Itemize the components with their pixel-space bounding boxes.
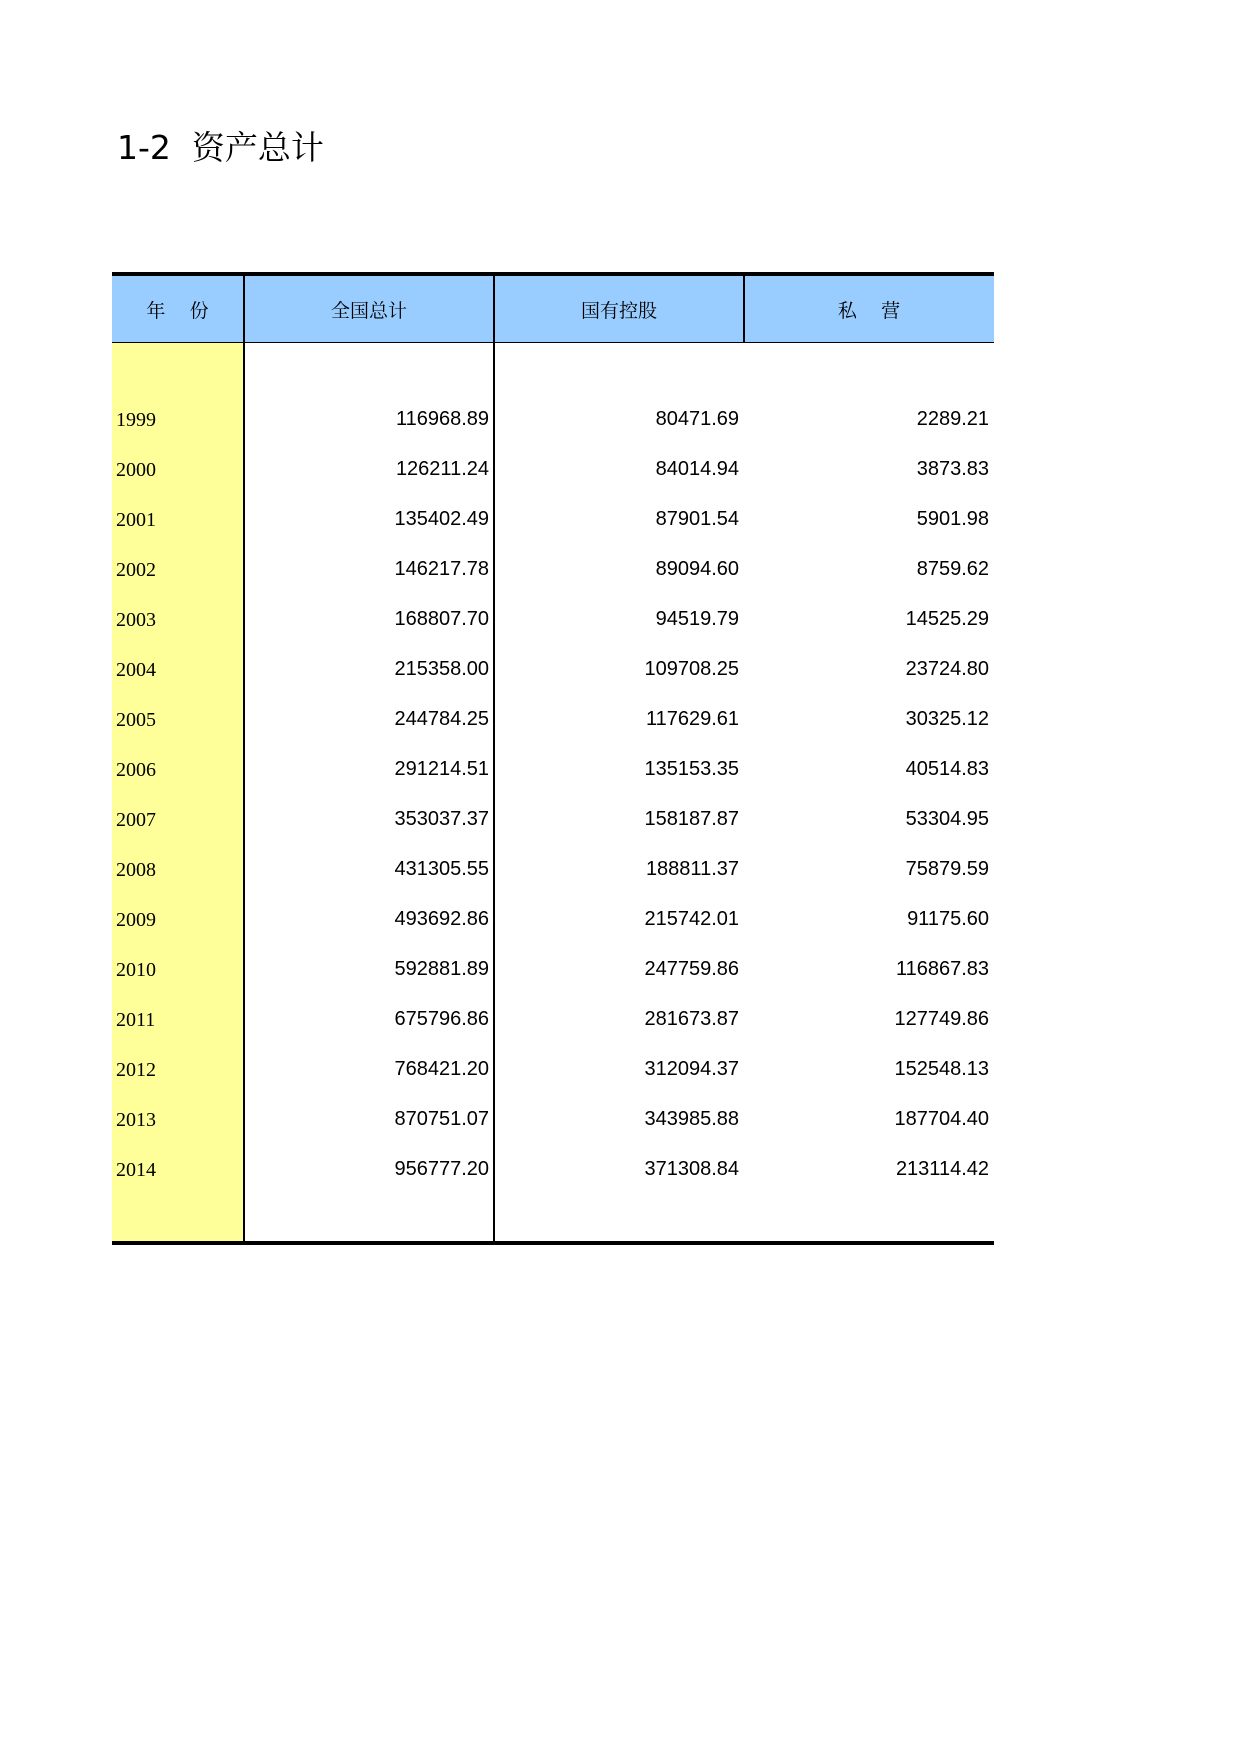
national-total-cell: 135402.49 — [394, 507, 489, 530]
year-cell: 2002 — [116, 558, 156, 581]
year-cell: 2010 — [116, 958, 156, 981]
year-cell: 2004 — [116, 658, 156, 681]
page-title: 1-2 资产总计 — [117, 128, 324, 167]
private-cell: 40514.83 — [905, 757, 989, 780]
national-total-cell: 768421.20 — [394, 1057, 489, 1080]
table-body — [112, 343, 994, 1245]
private-cell: 53304.95 — [905, 807, 989, 830]
national-total-cell: 353037.37 — [394, 807, 489, 830]
private-cell: 2289.21 — [916, 407, 989, 430]
state-holding-cell: 94519.79 — [655, 607, 739, 630]
state-holding-cell: 117629.61 — [645, 707, 739, 730]
state-holding-cell: 80471.69 — [655, 407, 739, 430]
private-cell: 30325.12 — [905, 707, 989, 730]
private-cell: 14525.29 — [905, 607, 989, 630]
header-private: 私 营 — [743, 276, 993, 342]
national-total-cell: 244784.25 — [394, 707, 489, 730]
year-cell: 2013 — [116, 1108, 156, 1131]
private-cell: 127749.86 — [894, 1007, 989, 1030]
state-holding-cell: 215742.01 — [644, 907, 739, 930]
national-total-cell: 146217.78 — [394, 557, 489, 580]
private-cell: 187704.40 — [894, 1107, 989, 1130]
year-column — [112, 343, 243, 1241]
national-total-cell: 431305.55 — [394, 857, 489, 880]
private-cell: 213114.42 — [895, 1157, 989, 1180]
national-total-cell: 168807.70 — [394, 607, 489, 630]
national-total-cell: 956777.20 — [394, 1157, 489, 1180]
state-holding-cell: 135153.35 — [644, 757, 739, 780]
year-cell: 2014 — [116, 1158, 156, 1181]
state-holding-cell: 343985.88 — [644, 1107, 739, 1130]
table-header — [112, 272, 994, 343]
year-cell: 1999 — [116, 408, 156, 431]
private-cell: 3873.83 — [916, 457, 989, 480]
national-total-cell: 291214.51 — [394, 757, 489, 780]
state-holding-cell: 312094.37 — [644, 1057, 739, 1080]
state-holding-cell: 371308.84 — [644, 1157, 739, 1180]
private-cell: 75879.59 — [905, 857, 989, 880]
state-holding-cell: 247759.86 — [644, 957, 739, 980]
year-cell: 2008 — [116, 858, 156, 881]
state-holding-cell: 87901.54 — [655, 507, 739, 530]
data-table — [112, 272, 994, 1245]
year-cell: 2011 — [116, 1008, 156, 1031]
year-cell: 2009 — [116, 908, 156, 931]
national-total-cell: 126211.24 — [395, 457, 489, 480]
state-holding-cell: 188811.37 — [645, 857, 739, 880]
private-cell: 91175.60 — [907, 907, 989, 930]
private-cell: 5901.98 — [916, 507, 989, 530]
national-total-cell: 215358.00 — [394, 657, 489, 680]
national-total-cell: 493692.86 — [394, 907, 489, 930]
state-holding-column — [493, 343, 743, 1241]
state-holding-cell: 84014.94 — [655, 457, 739, 480]
year-cell: 2000 — [116, 458, 156, 481]
year-cell: 2005 — [116, 708, 156, 731]
national-total-column — [243, 343, 493, 1241]
year-cell: 2012 — [116, 1058, 156, 1081]
private-column — [743, 343, 993, 1241]
year-cell: 2006 — [116, 758, 156, 781]
state-holding-cell: 109708.25 — [644, 657, 739, 680]
private-cell: 116867.83 — [895, 957, 989, 980]
header-state-holding: 国有控股 — [493, 276, 743, 342]
state-holding-cell: 281673.87 — [644, 1007, 739, 1030]
national-total-cell: 116968.89 — [395, 407, 489, 430]
year-cell: 2003 — [116, 608, 156, 631]
national-total-cell: 870751.07 — [394, 1107, 489, 1130]
header-year: 年 份 — [146, 299, 209, 322]
year-cell: 2001 — [116, 508, 156, 531]
private-cell: 152548.13 — [894, 1057, 989, 1080]
national-total-cell: 675796.86 — [394, 1007, 489, 1030]
state-holding-cell: 158187.87 — [644, 807, 739, 830]
private-cell: 8759.62 — [916, 557, 989, 580]
national-total-cell: 592881.89 — [394, 957, 489, 980]
state-holding-cell: 89094.60 — [655, 557, 739, 580]
private-cell: 23724.80 — [905, 657, 989, 680]
header-national-total: 全国总计 — [243, 276, 493, 342]
year-cell: 2007 — [116, 808, 156, 831]
